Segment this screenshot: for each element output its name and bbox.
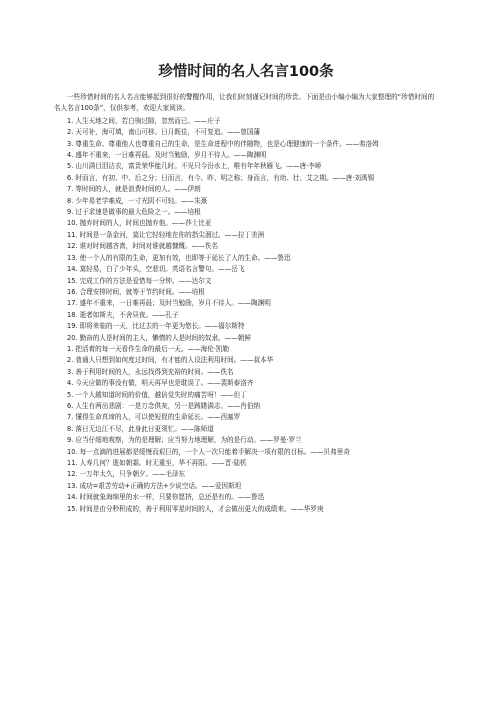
quote-item: 11. 人寿几何？逝如朝霜。时无重至，华不再阳。——晋·陆机 (67, 459, 247, 467)
quote-item: 2. 普通人只想到如何度过时间，有才能的人设法利用时间。——叔本华 (67, 356, 274, 365)
quote-item: 4. 盛年不重来，一日难再晨。及时当勉励，岁月不待人。——陶渊明 (67, 151, 267, 160)
quote-item: 13. 使一个人的有限的生命，更加有效，也即等于延长了人的生命。——鲁迅 (67, 253, 291, 262)
quote-item: 2. 天可补，海可填，南山可移。日月既往，不可复追。——曾国藩 (67, 128, 261, 137)
quote-item: 17. 盛年不重来，一日难再晨；及时当勉励，岁月不待人。——陶渊明 (67, 299, 271, 308)
quote-item: 10. 抛弃时间的人，时间也抛弃他。——莎士比亚 (67, 219, 212, 228)
quote-item: 5. 山川满目泪沾衣，富贵荣华能几时。不见只今汾水上，唯有年年秋雁飞。——唐·李峤 (67, 162, 322, 171)
quote-item: 12. 谁对时间越吝啬，时间对谁就越慷慨。——佚名 (67, 242, 219, 251)
quote-item: 3. 尊重生命、尊重他人也尊重自己的生命，是生命进程中的伴随物，也是心理健康的一个条件。——弗洛姆 (67, 139, 379, 148)
quote-item: 19. 即将来临的一天，比过去的一年更为悠长。——福尔斯特 (67, 322, 245, 331)
quote-item: 8. 落日无边江不尽，此身此日更须忙。——陈师道 (67, 424, 214, 433)
quote-item: 5. 一个人越知道时间的价值，越倍觉失时的痛苦呀！——但丁 (67, 390, 247, 399)
quote-item: 11. 时间是一条金河，莫让它轻轻地在你的指尖溜过。——拉丁美洲 (67, 230, 265, 239)
quote-item: 1. 把活着的每一天看作生命的最后一天。——海伦·凯勒 (67, 344, 230, 353)
intro-paragraph: 一些珍惜时间的名人名言能够起到很好的警醒作用，让我们时刻谨记时间的珍贵。下面是由小编小编为大家整理的“珍惜时间的名人名言100条”，仅供参考，欢迎大家阅读。 (54, 93, 435, 113)
quote-item: 3. 善于利用时间的人，永远找得到充裕的时间。——佚名 (67, 367, 234, 376)
quote-item: 7. 懂得生命真谛的人，可以使短促的生命延长。——西塞罗 (67, 413, 241, 422)
quote-item: 6. 时而言，有初、中、后之分；日而言，有今、昨、明之称；身而言，有幼、壮、艾之期。——唐·刘禹锡 (67, 173, 375, 182)
quote-item: 14. 莫轻易，白了少年头，空悲切。英语名言警句。——岳飞 (67, 265, 245, 274)
quote-item: 8. 少年易老学难成，一寸光阴不可轻。——朱熹 (67, 196, 208, 205)
quote-item: 14. 时间就象海绵里的水一样，只要你愿挤，总还是有的。——鲁迅 (67, 493, 265, 502)
quote-item: 7. 等时间的人，就是浪费时间的人。——伊朗 (67, 185, 201, 194)
quote-item: 9. 应当仔细地观察，为的是理解；应当努力地理解，为的是行动。——罗曼·罗兰 (67, 436, 302, 445)
quote-item: 9. 过于求速是做事的最大危险之一。——培根 (67, 208, 201, 217)
quote-item: 15. 完成工作的方法是爱惜每一分钟。——达尔文 (67, 276, 212, 285)
quote-item: 4. 今天应做的事没有做，明天再早也是耽误了。——裴斯泰洛齐 (67, 379, 254, 388)
quote-item: 18. 逝者如斯夫，不舍昼夜。——孔子 (67, 310, 179, 319)
quote-item: 6. 人生有两出悲剧：一是万念俱灰，另一是踌躇满志。——肖伯纳 (67, 401, 261, 410)
quote-item: 20. 勤奋的人是时间的主人，懒惰的人是时间的奴隶。——朝鲜 (67, 333, 252, 342)
page-title: 珍惜时间的名人名言100条 (158, 64, 334, 80)
quote-item: 15. 时间是由分秒积成的，善于利用零星时间的人，才会做出更大的成绩来。——华罗庚 (67, 504, 324, 513)
quote-item: 12. 一万年太久，只争朝夕。——毛泽东 (67, 470, 186, 479)
quote-item: 10. 每一点滴的进展都是缓慢而艰巨的，一个人一次只能着手解决一项有限的目标。——贝弗里奇 (67, 447, 350, 456)
quote-item: 13. 成功=艰苦劳动+正确的方法+少说空话。——爱因斯坦 (67, 481, 242, 490)
quote-item: 16. 合理安排时间，就等于节约时间。——培根 (67, 287, 205, 296)
quote-item: 1. 人生天地之间，若白驹过隙，忽然而已。——庄子 (67, 116, 221, 125)
